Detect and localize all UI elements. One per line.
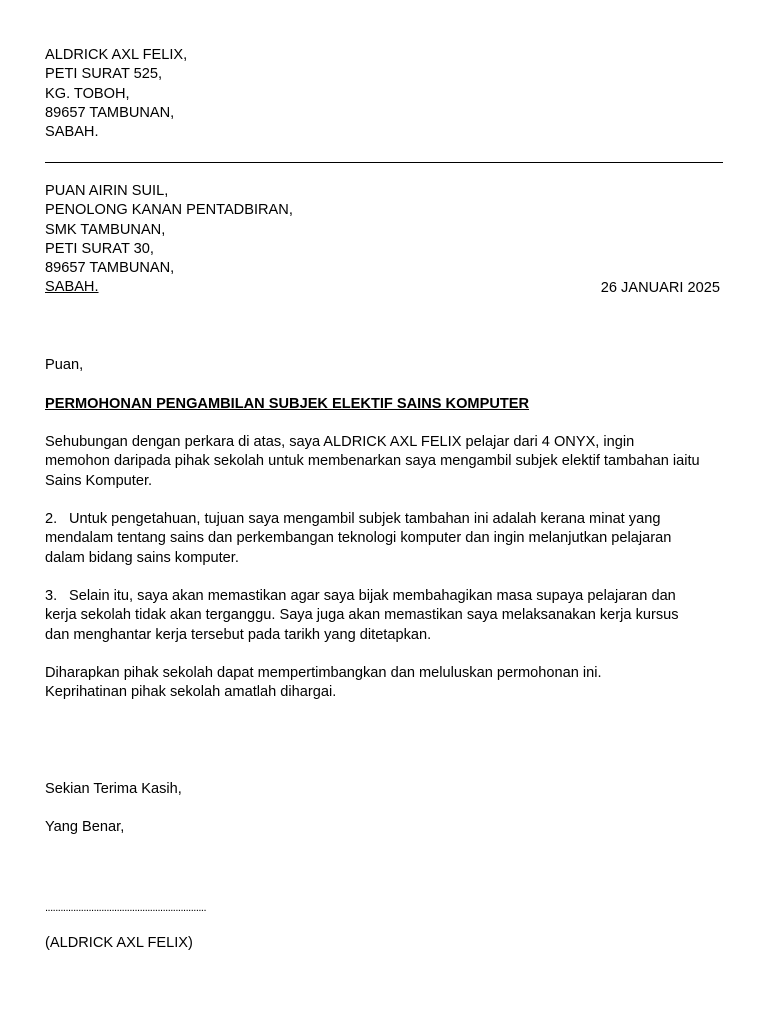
recipient-line: PUAN AIRIN SUIL, (45, 183, 169, 199)
paragraph-number: 2. (45, 511, 58, 527)
paragraph-line: Sehubungan dengan perkara di atas, saya ALDRICK AXL FELIX pelajar dari 4 ONYX, ingin (45, 434, 635, 450)
letter-subject: PERMOHONAN PENGAMBILAN SUBJEK ELEKTIF SAINS KOMPUTER (45, 396, 530, 412)
recipient-line: 89657 TAMBUNAN, (45, 260, 175, 277)
paragraph-1 (45, 433, 735, 491)
paragraph-line: dalam bidang sains komputer. (45, 549, 239, 566)
paragraph-line: Selain itu, saya akan memastikan agar saya bijak membahagikan masa supaya pelajaran dan (69, 588, 676, 604)
recipient-line: SMK TAMBUNAN, (45, 221, 166, 238)
paragraph-line: Sains Komputer. (45, 472, 153, 489)
sender-line: ALDRICK AXL FELIX, (45, 47, 188, 63)
recipient-line: PENOLONG KANAN PENTADBIRAN, (45, 202, 293, 219)
paragraph-3 (45, 587, 735, 645)
closing: Sekian Terima Kasih, (45, 781, 182, 797)
paragraph-4 (45, 664, 735, 703)
recipient-line: SABAH. (45, 279, 99, 296)
divider-line (45, 162, 723, 163)
sender-line: PETI SURAT 525, (45, 66, 163, 83)
signature-name: (ALDRICK AXL FELIX) (45, 935, 193, 951)
salutation: Puan, (45, 357, 84, 373)
paragraph-line: dan menghantar kerja tersebut pada tarikh yang ditetapkan. (45, 626, 432, 643)
sender-line: SABAH. (45, 124, 99, 141)
paragraph-line: Diharapkan pihak sekolah dapat mempertimbangkan dan meluluskan permohonan ini. (45, 665, 602, 681)
paragraph-line: Keprihatinan pihak sekolah amatlah dihargai. (45, 684, 337, 701)
paragraph-line: Untuk pengetahuan, tujuan saya mengambil subjek tambahan ini adalah kerana minat yang (69, 511, 661, 527)
sender-line: 89657 TAMBUNAN, (45, 104, 175, 121)
sender-address (45, 46, 735, 142)
paragraph-number: 3. (45, 588, 58, 604)
recipient-line: PETI SURAT 30, (45, 240, 154, 257)
signature-line: ............................................................... (45, 902, 207, 914)
paragraph-2 (45, 510, 735, 568)
letter-date: 26 JANUARI 2025 (600, 280, 720, 296)
sign-off: Yang Benar, (45, 819, 125, 835)
sender-line: KG. TOBOH, (45, 85, 130, 102)
paragraph-line: memohon daripada pihak sekolah untuk membenarkan saya mengambil subjek elektif tambahan iaitu (45, 453, 700, 470)
paragraph-line: mendalam tentang sains dan perkembangan teknologi komputer dan ingin melanjutkan pelajaran (45, 530, 672, 547)
paragraph-line: kerja sekolah tidak akan terganggu. Saya juga akan memastikan saya melaksanakan kerja kursus (45, 607, 679, 624)
